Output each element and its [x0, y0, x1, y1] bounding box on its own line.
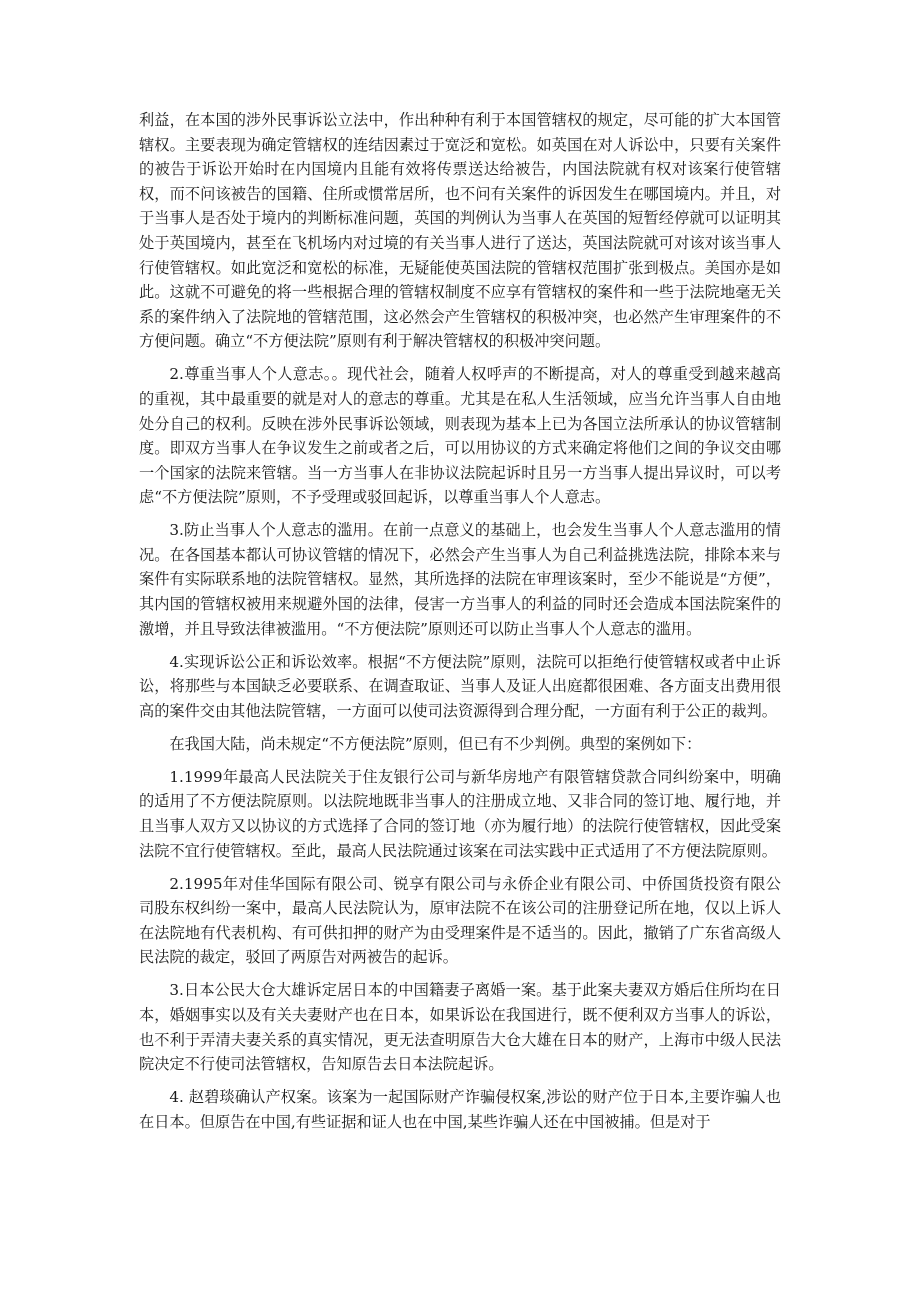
paragraph-respect-party-will: 2.尊重当事人个人意志。。现代社会，随着人权呼声的不断提高，对人的尊重受到越来越高的重视，其中最重要的就是对人的意志的尊重。尤其是在私人生活领域，应当允许当事人自由地处分自己的权利。反映在涉外民事诉讼领域，则表现为基本上已为各国立法所承认的协议管辖制度。即双方当事人在争议发生之前或者之后，可以用协议的方式来确定将他们之间的争议交由哪一个国家的法院来管辖。当一方当事人在非协议法院起诉时且另一方当事人提出异议时，可以考虑“不方便法院”原则，不予受理或驳回起诉，以尊重当事人个人意志。	[139, 365, 781, 507]
paragraph-china-mainland-intro: 在我国大陆，尚未规定“不方便法院”原则，但已有不少判例。典型的案例如下：	[169, 734, 702, 753]
paragraph-case-1995: 2.1995年对佳华国际有限公司、锐享有限公司与永侨企业有限公司、中侨国货投资有限公司股东权纠纷一案中，最高人民法院认为，原审法院不在该公司的注册登记所在地，仅以上诉人在法院地有代表机构、有可供扣押的财产为由受理案件是不适当的。因此，撤销了广东省高级人民法院的裁定，驳回了两原告对两被告的起诉。	[139, 874, 781, 967]
paragraph-case-1999: 1.1999年最高人民法院关于住友银行公司与新华房地产有限管辖贷款合同纠纷案中，明确的适用了不方便法院原则。以法院地既非当事人的注册成立地、又非合同的签订地、履行地，并且当事人双方又以协议的方式选择了合同的签订地（亦为履行地）的法院行使管辖权，因此受案法院不宜行使管辖权。至此，最高人民法院通过该案在司法实践中正式适用了不方便法院原则。	[139, 767, 781, 860]
paragraph-continuation: 利益，在本国的涉外民事诉讼立法中，作出种种有利于本国管辖权的规定，尽可能的扩大本国管辖权。主要表现为确定管辖权的连结因素过于宽泛和宽松。如英国在对人诉讼中，只要有关案件的被告于诉讼开始时在内国境内且能有效将传票送达给被告，内国法院就有权对该案行使管辖权，而不问该被告的国籍、住所或惯常居所，也不问有关案件的诉因发生在哪国境内。并且，对于当事人是否处于境内的判断标准问题，英国的判例认为当事人在英国的短暂经停就可以证明其处于英国境内，甚至在飞机场内对过境的有关当事人进行了送达，英国法院就可对该对该当事人行使管辖权。如此宽泛和宽松的标准，无疑能使英国法院的管辖权范围扩张到极点。美国亦是如此。这就不可避免的将一些根据合理的管辖权制度不应享有管辖权的案件和一些于法院地毫无关系的案件纳入了法院地的管辖范围，这必然会产生管辖权的积极冲突，也必然产生审理案件的不方便问题。确立“不方便法院”原则有利于解决管辖权的积极冲突问题。	[139, 111, 781, 351]
document-body	[139, 108, 781, 1134]
paragraph-fairness-efficiency: 4.实现诉讼公正和诉讼效率。根据“不方便法院”原则，法院可以拒绝行使管辖权或者中止诉讼，将那些与本国缺乏必要联系、在调查取证、当事人及证人出庭都很困难、各方面支出费用很高的案件交由其他法院管辖，一方面可以使司法资源得到合理分配，一方面有利于公正的裁判。	[139, 652, 781, 720]
paragraph-prevent-abuse: 3.防止当事人个人意志的滥用。在前一点意义的基础上，也会发生当事人个人意志滥用的情况。在各国基本都认可协议管辖的情况下，必然会产生当事人为自己利益挑选法院，排除本来与案件有实际联系地的法院管辖权。显然，其所选择的法院在审理该案时，至少不能说是“方便”，其内国的管辖权被用来规避外国的法律，侵害一方当事人的利益的同时还会造成本国法院案件的激增，并且导致法律被滥用。“不方便法院”原则还可以防止当事人个人意志的滥用。	[139, 521, 781, 638]
paragraph-case-divorce: 3.日本公民大仓大雄诉定居日本的中国籍妻子离婚一案。基于此案夫妻双方婚后住所均在日本，婚姻事实以及有关夫妻财产也在日本，如果诉讼在我国进行，既不便利双方当事人的诉讼，也不利于弄清夫妻关系的真实情况，更无法查明原告大仓大雄在日本的财产，上海市中级人民法院决定不行使司法管辖权，告知原告去日本法院起诉。	[139, 981, 781, 1074]
paragraph-case-property: 4. 赵碧琰确认产权案。该案为一起国际财产诈骗侵权案,涉讼的财产位于日本,主要诈骗人也在日本。但原告在中国,有些证据和证人也在中国,某些诈骗人还在中国被捕。但是对于	[139, 1088, 781, 1131]
